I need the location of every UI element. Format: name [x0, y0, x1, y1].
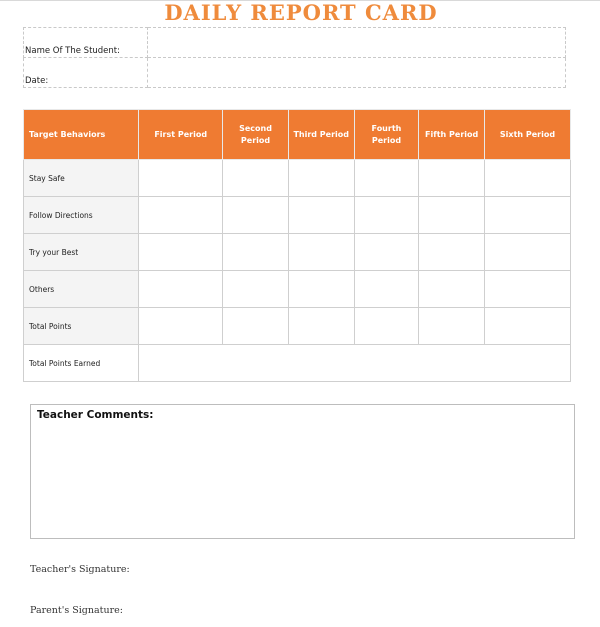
teacher-comments-box[interactable]	[30, 404, 575, 539]
header-fourth-period: Fourth Period	[354, 110, 419, 160]
table-cell[interactable]	[139, 197, 223, 234]
header-second-period: Second Period	[223, 110, 289, 160]
student-info-table	[23, 27, 566, 88]
table-cell[interactable]	[223, 160, 289, 197]
behavior-table	[23, 109, 571, 382]
table-row	[24, 308, 571, 345]
table-cell[interactable]	[354, 160, 419, 197]
table-cell[interactable]	[139, 271, 223, 308]
row-label-stay-safe: Stay Safe	[24, 160, 139, 197]
table-row	[24, 234, 571, 271]
table-cell[interactable]	[223, 234, 289, 271]
table-cell[interactable]	[288, 197, 354, 234]
table-cell[interactable]	[223, 271, 289, 308]
row-label-total-points-earned: Total Points Earned	[24, 345, 139, 382]
teacher-comments-label: Teacher Comments:	[37, 409, 154, 421]
name-label: Name Of The Student:	[24, 28, 148, 58]
table-cell[interactable]	[223, 308, 289, 345]
date-row	[24, 58, 566, 88]
row-label-try-your-best: Try your Best	[24, 234, 139, 271]
table-cell[interactable]	[419, 271, 485, 308]
table-cell[interactable]	[288, 308, 354, 345]
table-cell[interactable]	[139, 308, 223, 345]
table-cell[interactable]	[419, 197, 485, 234]
table-cell[interactable]	[354, 271, 419, 308]
table-cell[interactable]	[139, 160, 223, 197]
table-cell[interactable]	[485, 234, 571, 271]
table-row	[24, 197, 571, 234]
date-label: Date:	[24, 58, 148, 88]
table-cell[interactable]	[419, 160, 485, 197]
row-label-others: Others	[24, 271, 139, 308]
row-label-follow-directions: Follow Directions	[24, 197, 139, 234]
header-target-behaviors: Target Behaviors	[24, 110, 139, 160]
table-cell[interactable]	[288, 160, 354, 197]
page-title: DAILY REPORT CARD	[164, 0, 438, 25]
table-cell[interactable]	[223, 197, 289, 234]
header-first-period: First Period	[139, 110, 223, 160]
row-label-total-points: Total Points	[24, 308, 139, 345]
name-row	[24, 28, 566, 58]
table-cell[interactable]	[288, 271, 354, 308]
table-cell[interactable]	[139, 234, 223, 271]
table-cell[interactable]	[354, 197, 419, 234]
total-points-earned-cell[interactable]	[139, 345, 571, 382]
header-fifth-period: Fifth Period	[419, 110, 485, 160]
date-field[interactable]	[148, 58, 566, 88]
teacher-signature-label: Teacher's Signature:	[30, 564, 130, 575]
table-cell[interactable]	[354, 234, 419, 271]
table-cell[interactable]	[419, 308, 485, 345]
table-cell[interactable]	[485, 308, 571, 345]
table-row	[24, 345, 571, 382]
table-row	[24, 271, 571, 308]
header-sixth-period: Sixth Period	[485, 110, 571, 160]
table-cell[interactable]	[485, 197, 571, 234]
table-row	[24, 160, 571, 197]
table-cell[interactable]	[485, 271, 571, 308]
parent-signature-label: Parent's Signature:	[30, 605, 123, 616]
table-cell[interactable]	[485, 160, 571, 197]
table-cell[interactable]	[288, 234, 354, 271]
table-cell[interactable]	[354, 308, 419, 345]
header-row	[24, 110, 571, 160]
table-cell[interactable]	[419, 234, 485, 271]
name-field[interactable]	[148, 28, 566, 58]
header-third-period: Third Period	[288, 110, 354, 160]
